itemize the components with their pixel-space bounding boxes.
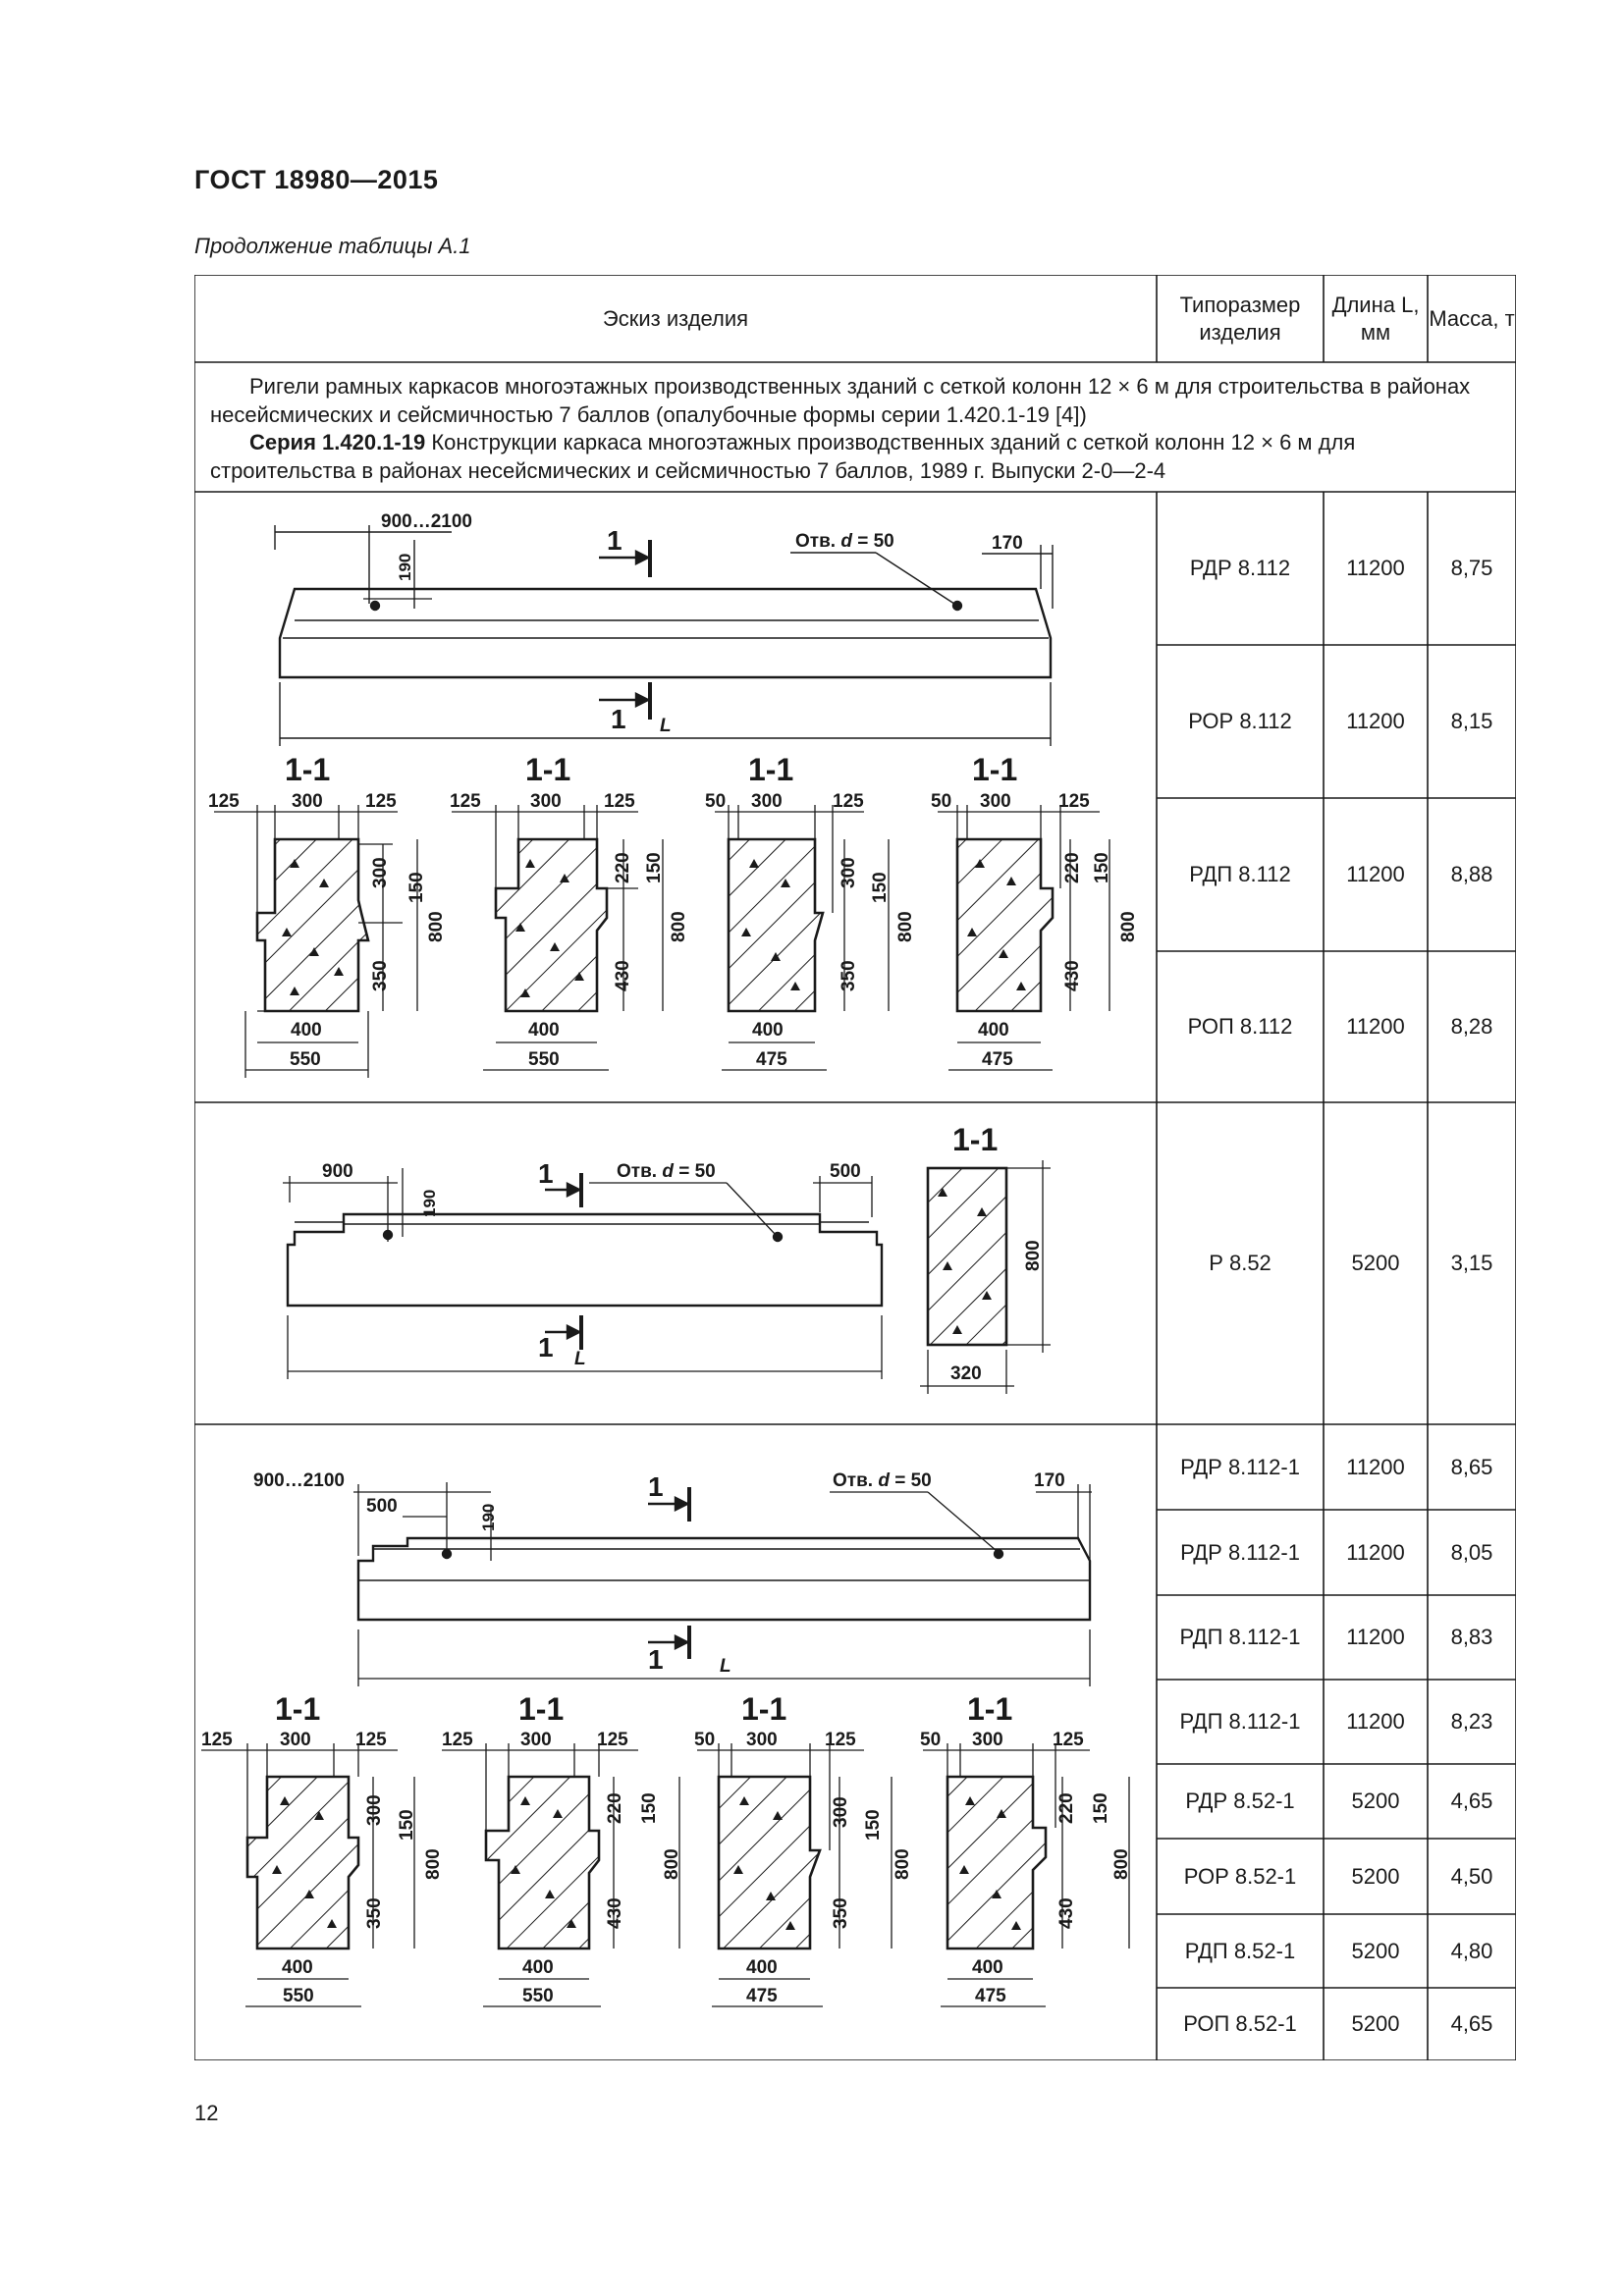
section-1b [450,752,689,1070]
row-length: 5200 [1351,1251,1400,1276]
svg-text:800: 800 [1111,1848,1132,1880]
header-mass: Масса, т [1429,305,1515,331]
svg-text:550: 550 [522,1986,554,2006]
svg-text:1-1: 1-1 [285,752,331,787]
svg-text:125: 125 [833,791,864,812]
beam-elevation-1 [275,525,1053,746]
row-mass: 8,05 [1450,1539,1493,1565]
svg-text:125: 125 [355,1730,387,1750]
svg-text:1-1: 1-1 [275,1691,321,1727]
svg-text:1-1: 1-1 [525,752,571,787]
row-type: РДП 8.112 [1189,862,1291,887]
hole-label-3 [833,1470,932,1491]
svg-text:550: 550 [528,1049,560,1070]
svg-text:400: 400 [282,1957,313,1978]
row-type: РДР 8.112-1 [1180,1539,1300,1565]
svg-text:300: 300 [530,791,562,812]
section-mark-top-3: 1 [648,1471,664,1502]
dim-left-end-2: 900 [322,1161,353,1182]
section-mark-top-2: 1 [538,1158,554,1189]
row-length: 11200 [1346,709,1405,734]
dim-hole-offset-3: 190 [479,1503,498,1531]
svg-text:550: 550 [283,1986,314,2006]
section-1a [208,752,447,1078]
row-mass: 8,15 [1450,709,1493,734]
dim-right-end-2: 500 [830,1161,861,1182]
svg-text:350: 350 [831,1897,851,1929]
length-label-2: L [574,1349,586,1369]
svg-text:400: 400 [746,1957,778,1978]
svg-text:1-1: 1-1 [518,1691,565,1727]
row-length: 11200 [1346,1539,1405,1565]
series-intro: Ригели рамных каркасов многоэтажных производственных зданий с сеткой колонн 12 × 6 м для строительства в районах несейсмических и сейсмичностью 7 баллов (опалубочные формы серии 1.420.1-19 [4]) [210,374,1471,427]
page-number: 12 [194,2101,219,2125]
hole-label-2-word: Отв. [617,1161,658,1182]
svg-text:50: 50 [920,1730,942,1750]
svg-text:400: 400 [752,1020,784,1041]
row-type: РОП 8.112 [1187,1014,1293,1040]
row-length: 5200 [1351,1789,1400,1814]
svg-text:350: 350 [370,960,391,991]
hole-label-3-d: d [878,1470,890,1491]
dim-right-end: 170 [992,533,1023,554]
row-mass: 4,65 [1450,1789,1493,1814]
row-mass: 3,15 [1450,1251,1493,1276]
header-sketch: Эскиз изделия [602,305,749,331]
svg-text:400: 400 [972,1957,1003,1978]
dim-right-end-3: 170 [1034,1470,1065,1491]
svg-text:150: 150 [870,872,891,903]
row-mass: 4,50 [1450,1863,1493,1889]
dim-left-range: 900…2100 [381,511,472,532]
row-mass: 8,23 [1450,1709,1493,1735]
row-type: РОР 8.52-1 [1183,1863,1297,1889]
svg-text:220: 220 [1056,1792,1077,1824]
hole-label-2 [617,1161,716,1182]
row-mass: 8,75 [1450,556,1493,581]
svg-text:800: 800 [426,911,447,942]
svg-text:1-1: 1-1 [972,752,1018,787]
length-label: L [660,716,672,736]
svg-text:350: 350 [364,1897,385,1929]
dim-hole-offset: 190 [396,553,414,581]
svg-text:300: 300 [280,1730,311,1750]
svg-text:150: 150 [1091,1792,1111,1824]
row-type: РДП 8.112-1 [1179,1625,1301,1650]
svg-text:125: 125 [1053,1730,1084,1750]
section-3b [442,1691,682,2006]
section-mark-bottom-2: 1 [538,1332,554,1362]
svg-text:300: 300 [370,857,391,888]
svg-text:475: 475 [746,1986,778,2006]
row-length: 11200 [1346,1625,1405,1650]
row-type: РДП 8.112-1 [1179,1709,1301,1735]
hole-label-3-word: Отв. [833,1470,874,1491]
section-3d [920,1691,1132,2006]
row-length: 5200 [1351,2011,1400,2037]
svg-text:1-1: 1-1 [741,1691,787,1727]
hole-label-3-value: = 50 [894,1470,932,1491]
svg-text:300: 300 [831,1796,851,1828]
svg-text:125: 125 [208,791,240,812]
hole-label-2-d: d [662,1161,674,1182]
svg-text:430: 430 [605,1897,625,1929]
section-mark-bottom: 1 [611,704,626,734]
row-length: 11200 [1346,1709,1405,1735]
row-type: РОР 8.112 [1188,709,1292,734]
row-type: РДР 8.52-1 [1185,1789,1295,1814]
svg-text:125: 125 [450,791,481,812]
header-length: Длина L, мм [1331,293,1420,345]
svg-text:475: 475 [756,1049,787,1070]
svg-text:300: 300 [751,791,783,812]
row-mass: 8,83 [1450,1625,1493,1650]
svg-text:50: 50 [705,791,727,812]
svg-text:220: 220 [613,852,633,883]
svg-text:550: 550 [290,1049,321,1070]
row-mass: 4,65 [1450,2011,1493,2037]
svg-text:150: 150 [1092,852,1112,883]
svg-text:400: 400 [291,1020,322,1041]
section-3a [201,1691,444,2006]
svg-text:1-1: 1-1 [967,1691,1013,1727]
svg-text:800: 800 [669,911,689,942]
row-length: 11200 [1346,556,1405,581]
row-type: Р 8.52 [1209,1251,1271,1276]
svg-text:300: 300 [292,791,323,812]
hole-label-word: Отв. [795,531,837,552]
svg-text:125: 125 [365,791,397,812]
dim-hole-offset-2: 190 [420,1189,439,1217]
row-type: РДП 8.52-1 [1184,1938,1296,1963]
svg-text:125: 125 [1058,791,1090,812]
svg-text:150: 150 [639,1792,660,1824]
svg-text:300: 300 [980,791,1011,812]
svg-text:400: 400 [978,1020,1009,1041]
row-type: РДР 8.112-1 [1180,1454,1300,1479]
svg-text:800: 800 [895,911,916,942]
svg-text:475: 475 [982,1049,1013,1070]
header-type: Типоразмер изделия [1179,293,1301,345]
row-length: 5200 [1351,1863,1400,1889]
svg-text:300: 300 [972,1730,1003,1750]
series-name: Серия 1.420.1-19 [249,430,426,455]
svg-text:350: 350 [839,960,859,991]
svg-text:400: 400 [522,1957,554,1978]
svg-text:430: 430 [613,960,633,991]
section-2 [920,1122,1051,1394]
svg-text:50: 50 [931,791,952,812]
svg-text:475: 475 [975,1986,1006,2006]
row-mass: 8,65 [1450,1454,1493,1479]
doc-title: ГОСТ 18980—2015 [194,165,439,194]
series-desc: Конструкции каркаса многоэтажных производственных зданий с сеткой колонн 12 × 6 м для строительства в районах несейсмических и сейсмичностью 7 баллов, 1989 г. Выпуски 2-0—2-4 [210,430,1356,483]
svg-text:125: 125 [604,791,635,812]
svg-text:300: 300 [746,1730,778,1750]
row-type: РДР 8.112 [1189,556,1291,581]
svg-text:800: 800 [893,1848,913,1880]
row-length: 11200 [1346,1454,1405,1479]
svg-text:150: 150 [644,852,665,883]
svg-text:430: 430 [1056,1897,1077,1929]
svg-text:125: 125 [597,1730,628,1750]
svg-text:800: 800 [1118,911,1139,942]
section-1c [705,752,916,1070]
svg-text:150: 150 [406,872,427,903]
hole-label-value: = 50 [857,531,894,552]
hole-label [795,531,894,552]
svg-text:150: 150 [397,1809,417,1841]
length-label-3: L [720,1656,731,1677]
row-mass: 8,88 [1450,862,1493,887]
svg-text:125: 125 [442,1730,473,1750]
row-mass: 4,80 [1450,1938,1493,1963]
svg-text:220: 220 [1062,852,1083,883]
row-mass: 8,28 [1450,1014,1493,1040]
svg-text:400: 400 [528,1020,560,1041]
svg-text:150: 150 [863,1809,884,1841]
row-type: РОП 8.52-1 [1183,2011,1297,2037]
svg-text:300: 300 [520,1730,552,1750]
svg-text:1-1: 1-1 [952,1122,999,1157]
svg-text:1-1: 1-1 [748,752,794,787]
row-length: 11200 [1346,1014,1405,1040]
hole-label-d: d [840,531,852,552]
svg-text:320: 320 [950,1363,982,1384]
continuation-note: Продолжение таблицы А.1 [194,234,471,258]
svg-text:430: 430 [1062,960,1083,991]
hole-label-2-value: = 50 [678,1161,716,1182]
svg-text:125: 125 [201,1730,233,1750]
dim-left-range-3: 900…2100 [253,1470,345,1491]
svg-text:50: 50 [694,1730,716,1750]
section-mark-top: 1 [607,525,622,556]
row-length: 5200 [1351,1938,1400,1963]
section-3c [694,1691,913,2006]
svg-text:800: 800 [1023,1240,1044,1271]
svg-text:800: 800 [423,1848,444,1880]
svg-text:125: 125 [825,1730,856,1750]
section-mark-bottom-3: 1 [648,1644,664,1675]
svg-text:220: 220 [605,1792,625,1824]
beam-elevation-2 [283,1168,882,1379]
row-length: 11200 [1346,862,1405,887]
dim-left-notch-3: 500 [366,1496,398,1517]
svg-text:300: 300 [839,857,859,888]
svg-text:300: 300 [364,1794,385,1826]
svg-text:800: 800 [662,1848,682,1880]
section-1d [931,752,1139,1070]
